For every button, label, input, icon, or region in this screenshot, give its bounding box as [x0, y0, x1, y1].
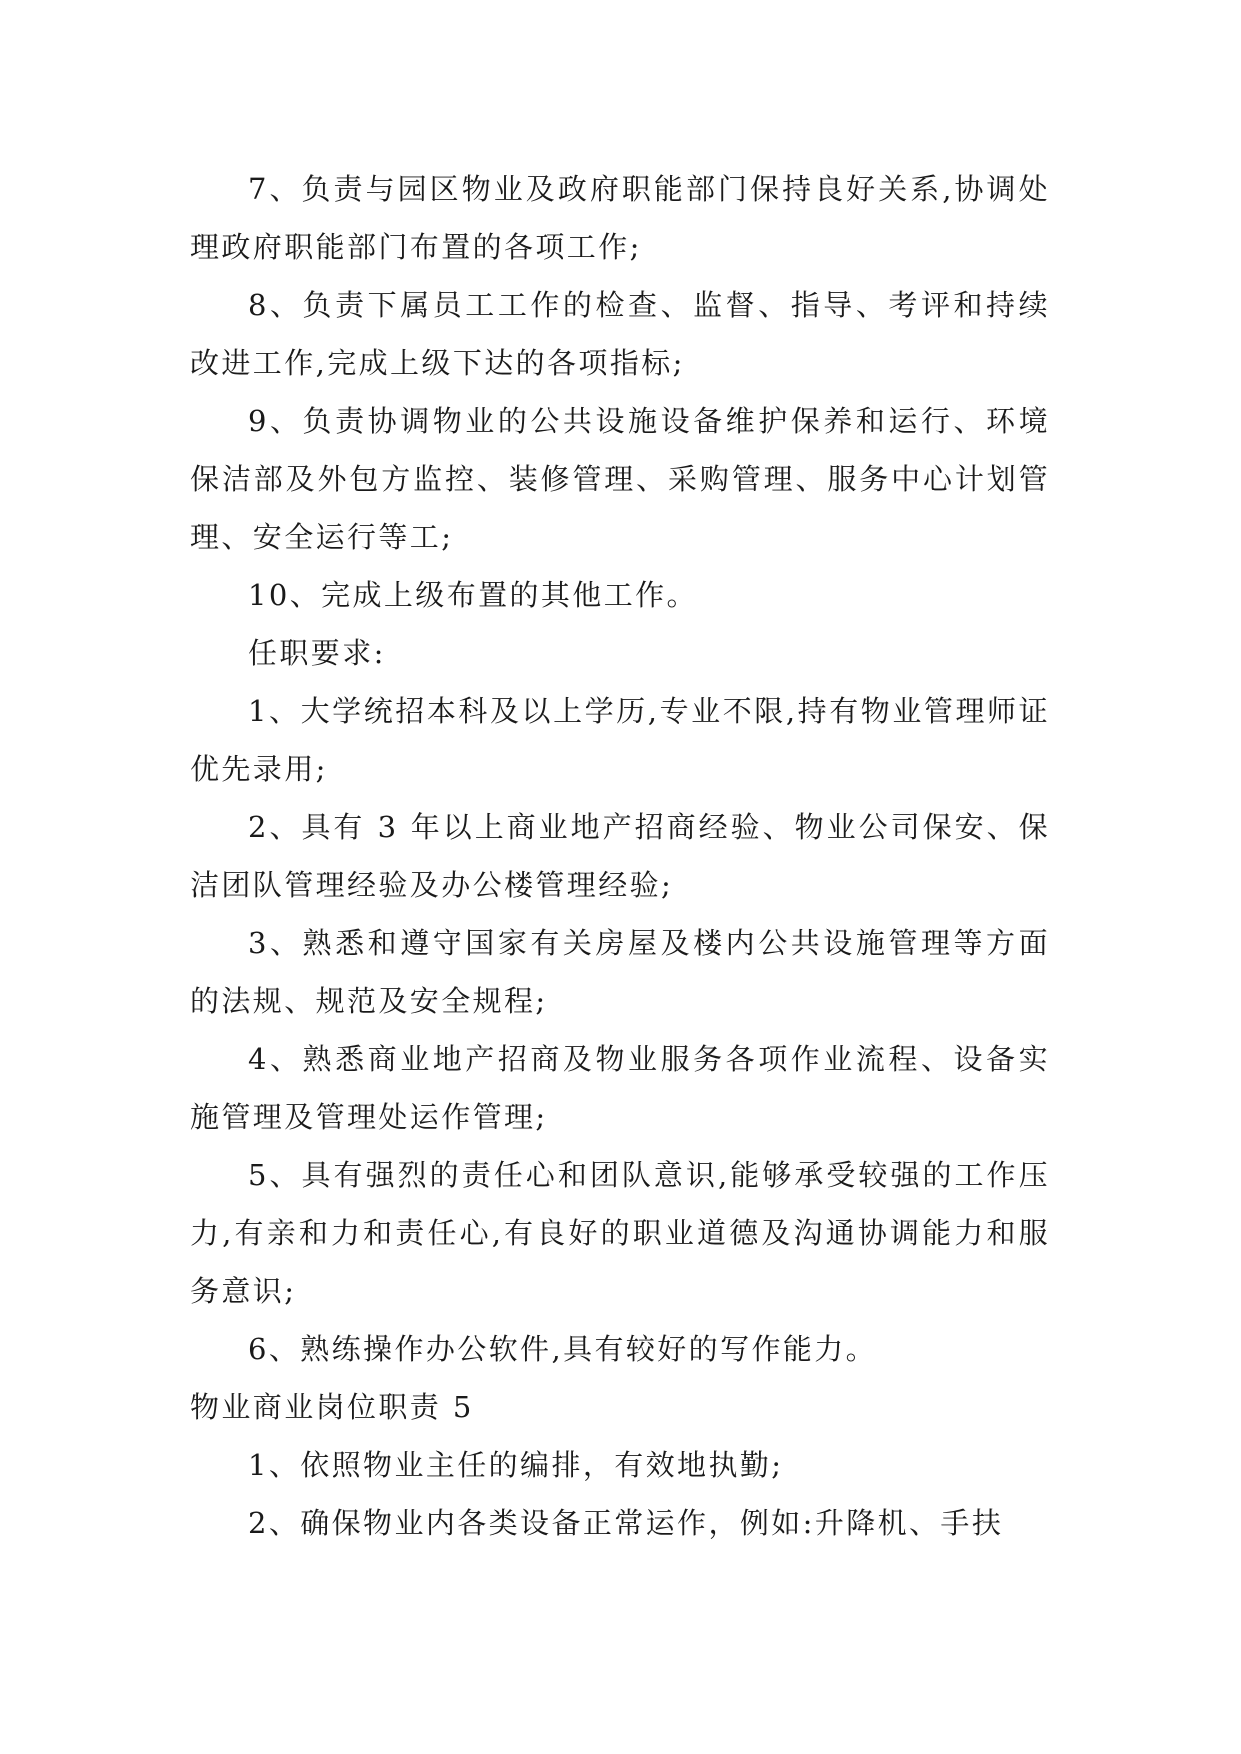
- paragraph-item-9: 9、负责协调物业的公共设施设备维护保养和运行、环境保洁部及外包方监控、装修管理、采购管理、服务中心计划管理、安全运行等工;: [190, 404, 1050, 554]
- paragraph-requirement-6: 6、熟练操作办公软件,具有较好的写作能力。: [248, 1332, 878, 1366]
- section-heading: 物业商业岗位职责 5: [190, 1390, 474, 1424]
- paragraph-requirement-1: 1、大学统招本科及以上学历,专业不限,持有物业管理师证优先录用;: [190, 694, 1050, 786]
- paragraph-requirement-3: 3、熟悉和遵守国家有关房屋及楼内公共设施管理等方面的法规、规范及安全规程;: [190, 926, 1050, 1018]
- paragraph-item-10: 10、完成上级布置的其他工作。: [248, 578, 698, 612]
- paragraph-duty-1: 1、依照物业主任的编排，有效地执勤;: [248, 1448, 784, 1482]
- paragraph-requirement-2: 2、具有 3 年以上商业地产招商经验、物业公司保安、保洁团队管理经验及办公楼管理经验;: [190, 810, 1050, 902]
- paragraph-requirement-5: 5、具有强烈的责任心和团队意识,能够承受较强的工作压力,有亲和力和责任心,有良好的职业道德及沟通协调能力和服务意识;: [190, 1158, 1050, 1308]
- document-body: [190, 160, 1050, 1552]
- paragraph-duty-2: 2、确保物业内各类设备正常运作，例如:升降机、手扶: [248, 1506, 1004, 1540]
- paragraph-item-7: 7、负责与园区物业及政府职能部门保持良好关系,协调处理政府职能部门布置的各项工作;: [190, 172, 1050, 264]
- paragraph-item-8: 8、负责下属员工工作的检查、监督、指导、考评和持续改进工作,完成上级下达的各项指标;: [190, 288, 1050, 380]
- paragraph-requirement-4: 4、熟悉商业地产招商及物业服务各项作业流程、设备实施管理及管理处运作管理;: [190, 1042, 1050, 1134]
- paragraph-requirements-title: 任职要求:: [248, 636, 386, 670]
